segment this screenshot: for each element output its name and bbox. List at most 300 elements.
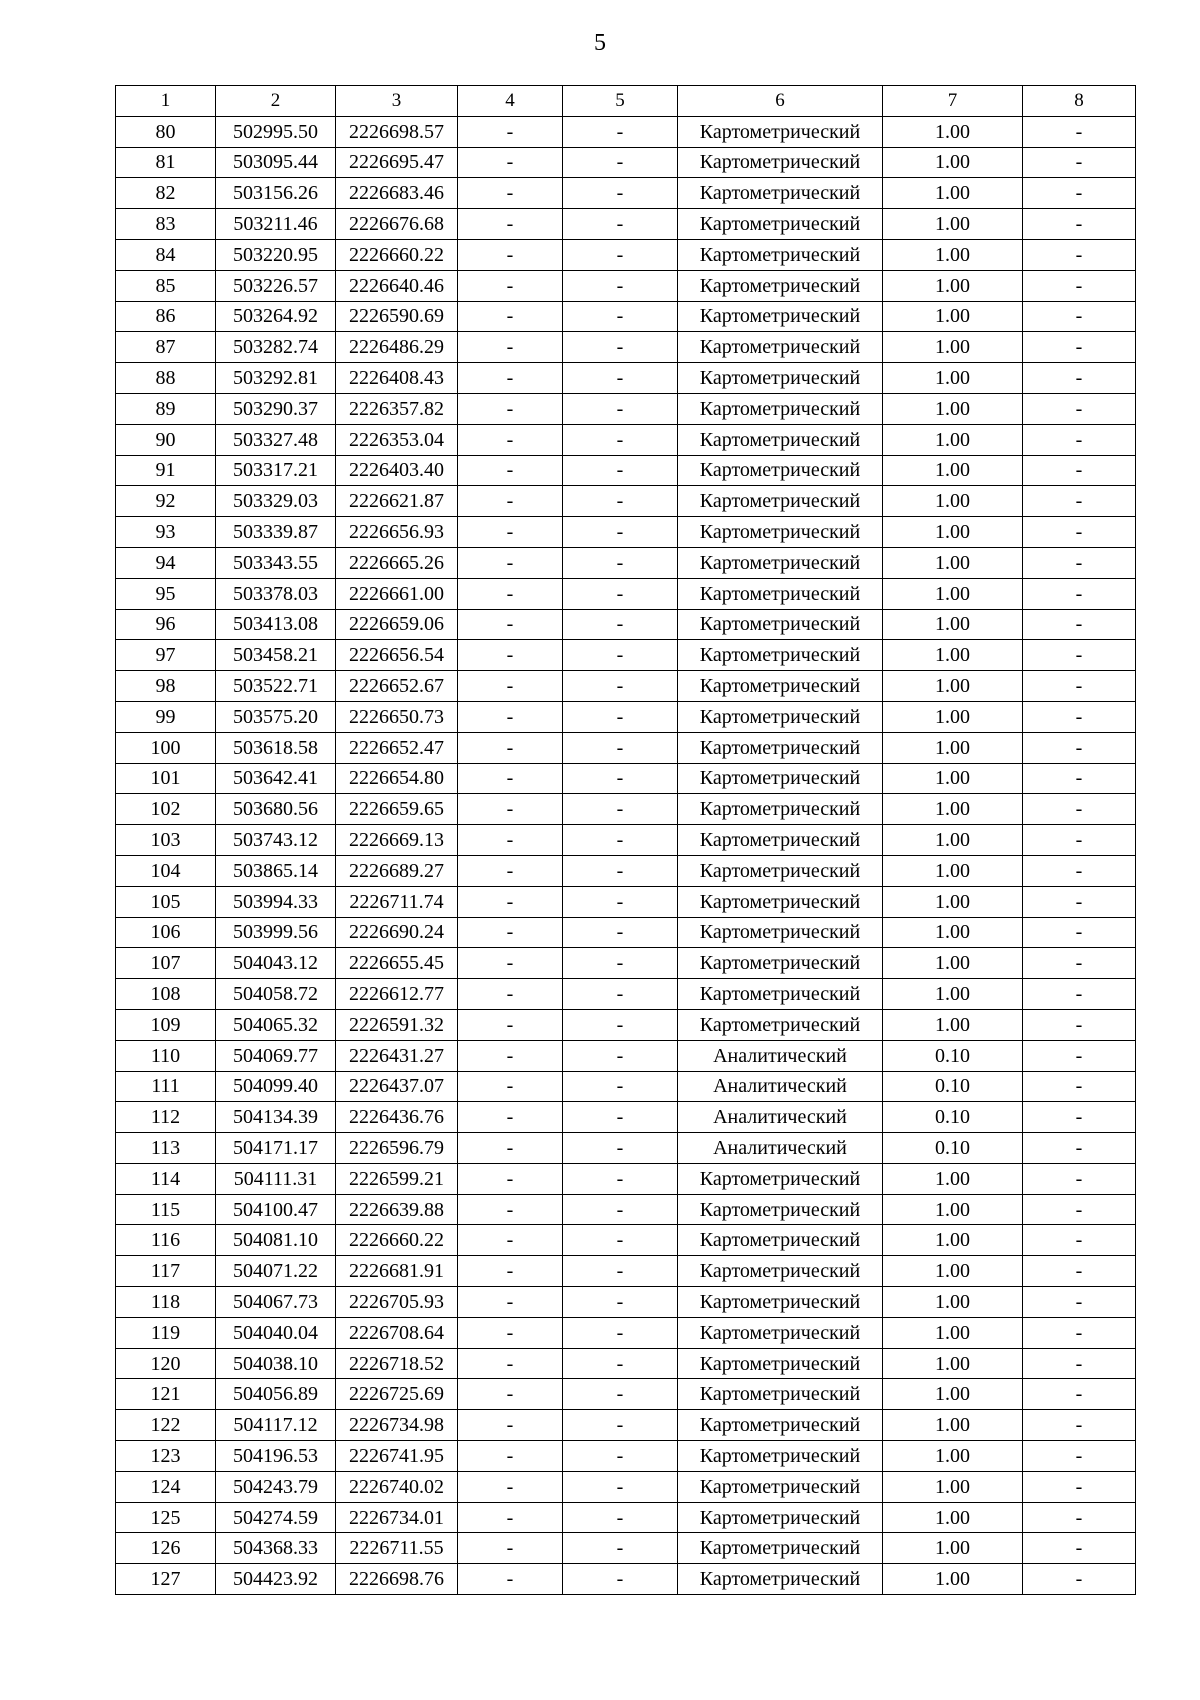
cell-y-coordinate: 2226681.91 <box>336 1256 458 1287</box>
column-header-6: 6 <box>678 86 883 117</box>
cell-col-4: - <box>458 332 563 363</box>
table-row <box>116 147 1136 178</box>
cell-accuracy: 1.00 <box>883 1502 1023 1533</box>
cell-col-4: - <box>458 178 563 209</box>
table-row <box>116 671 1136 702</box>
cell-col-8: - <box>1023 1102 1136 1133</box>
cell-col-5: - <box>563 578 678 609</box>
cell-col-8: - <box>1023 609 1136 640</box>
cell-accuracy: 1.00 <box>883 301 1023 332</box>
cell-point-number: 114 <box>116 1163 216 1194</box>
cell-x-coordinate: 503680.56 <box>216 794 336 825</box>
table-row <box>116 609 1136 640</box>
cell-y-coordinate: 2226655.45 <box>336 948 458 979</box>
cell-y-coordinate: 2226683.46 <box>336 178 458 209</box>
cell-point-number: 87 <box>116 332 216 363</box>
cell-point-number: 91 <box>116 455 216 486</box>
cell-col-4: - <box>458 1287 563 1318</box>
table-row <box>116 393 1136 424</box>
cell-accuracy: 1.00 <box>883 1410 1023 1441</box>
cell-method: Картометрический <box>678 855 883 886</box>
cell-col-8: - <box>1023 517 1136 548</box>
cell-x-coordinate: 502995.50 <box>216 116 336 147</box>
cell-point-number: 109 <box>116 1009 216 1040</box>
cell-method: Картометрический <box>678 1317 883 1348</box>
cell-col-4: - <box>458 732 563 763</box>
table-row <box>116 1133 1136 1164</box>
cell-method: Картометрический <box>678 270 883 301</box>
cell-col-5: - <box>563 640 678 671</box>
coordinates-table <box>115 85 1136 1595</box>
table-row <box>116 732 1136 763</box>
cell-y-coordinate: 2226357.82 <box>336 393 458 424</box>
cell-col-8: - <box>1023 979 1136 1010</box>
cell-col-4: - <box>458 886 563 917</box>
cell-y-coordinate: 2226708.64 <box>336 1317 458 1348</box>
page-number: 5 <box>594 30 606 56</box>
cell-point-number: 82 <box>116 178 216 209</box>
cell-method: Картометрический <box>678 917 883 948</box>
table-row <box>116 178 1136 209</box>
cell-col-8: - <box>1023 455 1136 486</box>
cell-accuracy: 1.00 <box>883 917 1023 948</box>
cell-accuracy: 1.00 <box>883 886 1023 917</box>
cell-col-8: - <box>1023 116 1136 147</box>
cell-method: Картометрический <box>678 486 883 517</box>
column-header-1: 1 <box>116 86 216 117</box>
table-row <box>116 424 1136 455</box>
cell-col-5: - <box>563 1225 678 1256</box>
cell-y-coordinate: 2226599.21 <box>336 1163 458 1194</box>
cell-x-coordinate: 504423.92 <box>216 1564 336 1595</box>
cell-x-coordinate: 503292.81 <box>216 363 336 394</box>
cell-x-coordinate: 504243.79 <box>216 1471 336 1502</box>
cell-x-coordinate: 503327.48 <box>216 424 336 455</box>
cell-point-number: 97 <box>116 640 216 671</box>
cell-x-coordinate: 503317.21 <box>216 455 336 486</box>
cell-col-4: - <box>458 671 563 702</box>
cell-method: Картометрический <box>678 1564 883 1595</box>
cell-y-coordinate: 2226437.07 <box>336 1071 458 1102</box>
cell-col-5: - <box>563 825 678 856</box>
cell-method: Картометрический <box>678 825 883 856</box>
cell-col-8: - <box>1023 1410 1136 1441</box>
cell-point-number: 117 <box>116 1256 216 1287</box>
cell-point-number: 81 <box>116 147 216 178</box>
cell-method: Картометрический <box>678 948 883 979</box>
cell-method: Картометрический <box>678 1225 883 1256</box>
cell-col-8: - <box>1023 886 1136 917</box>
cell-point-number: 104 <box>116 855 216 886</box>
cell-x-coordinate: 504134.39 <box>216 1102 336 1133</box>
cell-method: Аналитический <box>678 1133 883 1164</box>
cell-col-5: - <box>563 794 678 825</box>
cell-accuracy: 1.00 <box>883 178 1023 209</box>
cell-method: Картометрический <box>678 1009 883 1040</box>
table-row <box>116 979 1136 1010</box>
cell-col-5: - <box>563 209 678 240</box>
cell-y-coordinate: 2226718.52 <box>336 1348 458 1379</box>
cell-col-8: - <box>1023 332 1136 363</box>
cell-col-4: - <box>458 701 563 732</box>
table-row <box>116 239 1136 270</box>
cell-x-coordinate: 504056.89 <box>216 1379 336 1410</box>
cell-point-number: 118 <box>116 1287 216 1318</box>
cell-point-number: 93 <box>116 517 216 548</box>
cell-method: Картометрический <box>678 1163 883 1194</box>
cell-x-coordinate: 503413.08 <box>216 609 336 640</box>
cell-accuracy: 1.00 <box>883 1317 1023 1348</box>
cell-col-4: - <box>458 1533 563 1564</box>
table-row <box>116 794 1136 825</box>
cell-col-4: - <box>458 424 563 455</box>
cell-col-8: - <box>1023 1071 1136 1102</box>
cell-method: Картометрический <box>678 332 883 363</box>
cell-x-coordinate: 503211.46 <box>216 209 336 240</box>
cell-point-number: 122 <box>116 1410 216 1441</box>
cell-point-number: 103 <box>116 825 216 856</box>
cell-col-8: - <box>1023 701 1136 732</box>
cell-accuracy: 1.00 <box>883 147 1023 178</box>
cell-col-5: - <box>563 178 678 209</box>
table-row <box>116 455 1136 486</box>
cell-x-coordinate: 504065.32 <box>216 1009 336 1040</box>
cell-method: Картометрический <box>678 455 883 486</box>
cell-point-number: 83 <box>116 209 216 240</box>
cell-col-4: - <box>458 209 563 240</box>
table-row <box>116 1533 1136 1564</box>
cell-col-5: - <box>563 301 678 332</box>
cell-col-4: - <box>458 763 563 794</box>
cell-col-8: - <box>1023 178 1136 209</box>
table-row <box>116 363 1136 394</box>
cell-col-8: - <box>1023 948 1136 979</box>
cell-accuracy: 1.00 <box>883 116 1023 147</box>
cell-col-5: - <box>563 1502 678 1533</box>
cell-accuracy: 1.00 <box>883 363 1023 394</box>
cell-col-8: - <box>1023 763 1136 794</box>
cell-col-8: - <box>1023 640 1136 671</box>
cell-col-8: - <box>1023 732 1136 763</box>
cell-point-number: 85 <box>116 270 216 301</box>
cell-col-8: - <box>1023 1379 1136 1410</box>
cell-col-4: - <box>458 270 563 301</box>
cell-point-number: 92 <box>116 486 216 517</box>
cell-y-coordinate: 2226725.69 <box>336 1379 458 1410</box>
cell-col-8: - <box>1023 1533 1136 1564</box>
cell-y-coordinate: 2226734.01 <box>336 1502 458 1533</box>
cell-accuracy: 0.10 <box>883 1071 1023 1102</box>
cell-col-5: - <box>563 732 678 763</box>
cell-method: Аналитический <box>678 1102 883 1133</box>
cell-accuracy: 1.00 <box>883 486 1023 517</box>
cell-col-5: - <box>563 886 678 917</box>
table-row <box>116 209 1136 240</box>
column-header-7: 7 <box>883 86 1023 117</box>
cell-point-number: 105 <box>116 886 216 917</box>
cell-x-coordinate: 504040.04 <box>216 1317 336 1348</box>
cell-x-coordinate: 504038.10 <box>216 1348 336 1379</box>
table-row <box>116 1256 1136 1287</box>
cell-col-8: - <box>1023 1348 1136 1379</box>
cell-x-coordinate: 504171.17 <box>216 1133 336 1164</box>
column-header-3: 3 <box>336 86 458 117</box>
cell-method: Картометрический <box>678 979 883 1010</box>
cell-method: Картометрический <box>678 1379 883 1410</box>
cell-accuracy: 1.00 <box>883 609 1023 640</box>
cell-y-coordinate: 2226698.57 <box>336 116 458 147</box>
cell-accuracy: 1.00 <box>883 701 1023 732</box>
cell-col-4: - <box>458 948 563 979</box>
cell-accuracy: 1.00 <box>883 640 1023 671</box>
cell-y-coordinate: 2226650.73 <box>336 701 458 732</box>
cell-col-8: - <box>1023 917 1136 948</box>
cell-y-coordinate: 2226652.67 <box>336 671 458 702</box>
cell-col-5: - <box>563 1040 678 1071</box>
table-row <box>116 1410 1136 1441</box>
cell-point-number: 107 <box>116 948 216 979</box>
cell-point-number: 80 <box>116 116 216 147</box>
cell-col-4: - <box>458 855 563 886</box>
cell-x-coordinate: 503458.21 <box>216 640 336 671</box>
cell-y-coordinate: 2226596.79 <box>336 1133 458 1164</box>
cell-point-number: 121 <box>116 1379 216 1410</box>
cell-y-coordinate: 2226640.46 <box>336 270 458 301</box>
cell-col-5: - <box>563 363 678 394</box>
cell-x-coordinate: 504368.33 <box>216 1533 336 1564</box>
cell-col-5: - <box>563 424 678 455</box>
table-row <box>116 517 1136 548</box>
cell-col-5: - <box>563 270 678 301</box>
cell-col-8: - <box>1023 393 1136 424</box>
cell-col-5: - <box>563 609 678 640</box>
cell-method: Картометрический <box>678 763 883 794</box>
cell-y-coordinate: 2226656.54 <box>336 640 458 671</box>
cell-method: Картометрический <box>678 517 883 548</box>
cell-accuracy: 1.00 <box>883 270 1023 301</box>
cell-y-coordinate: 2226612.77 <box>336 979 458 1010</box>
cell-point-number: 127 <box>116 1564 216 1595</box>
cell-x-coordinate: 504058.72 <box>216 979 336 1010</box>
cell-y-coordinate: 2226590.69 <box>336 301 458 332</box>
cell-col-5: - <box>563 1133 678 1164</box>
cell-col-5: - <box>563 1533 678 1564</box>
table-row <box>116 578 1136 609</box>
table-row <box>116 1225 1136 1256</box>
cell-col-4: - <box>458 609 563 640</box>
cell-point-number: 94 <box>116 547 216 578</box>
cell-col-4: - <box>458 1379 563 1410</box>
cell-point-number: 99 <box>116 701 216 732</box>
cell-col-5: - <box>563 1564 678 1595</box>
column-header-8: 8 <box>1023 86 1136 117</box>
cell-x-coordinate: 504071.22 <box>216 1256 336 1287</box>
cell-col-4: - <box>458 1133 563 1164</box>
cell-col-5: - <box>563 1410 678 1441</box>
cell-col-4: - <box>458 825 563 856</box>
cell-col-4: - <box>458 640 563 671</box>
cell-x-coordinate: 504100.47 <box>216 1194 336 1225</box>
table-row <box>116 486 1136 517</box>
cell-accuracy: 1.00 <box>883 763 1023 794</box>
cell-col-5: - <box>563 332 678 363</box>
cell-point-number: 110 <box>116 1040 216 1071</box>
cell-accuracy: 0.10 <box>883 1133 1023 1164</box>
cell-y-coordinate: 2226741.95 <box>336 1441 458 1472</box>
cell-col-8: - <box>1023 1564 1136 1595</box>
table-row <box>116 1502 1136 1533</box>
cell-col-4: - <box>458 393 563 424</box>
cell-accuracy: 1.00 <box>883 979 1023 1010</box>
cell-accuracy: 1.00 <box>883 239 1023 270</box>
cell-y-coordinate: 2226734.98 <box>336 1410 458 1441</box>
cell-col-8: - <box>1023 1287 1136 1318</box>
cell-accuracy: 0.10 <box>883 1102 1023 1133</box>
column-header-2: 2 <box>216 86 336 117</box>
cell-x-coordinate: 503343.55 <box>216 547 336 578</box>
cell-y-coordinate: 2226659.65 <box>336 794 458 825</box>
cell-accuracy: 1.00 <box>883 948 1023 979</box>
cell-col-8: - <box>1023 270 1136 301</box>
table-body <box>116 86 1136 1595</box>
cell-x-coordinate: 504081.10 <box>216 1225 336 1256</box>
cell-point-number: 100 <box>116 732 216 763</box>
cell-method: Картометрический <box>678 1502 883 1533</box>
cell-col-4: - <box>458 1163 563 1194</box>
cell-accuracy: 1.00 <box>883 825 1023 856</box>
cell-x-coordinate: 503378.03 <box>216 578 336 609</box>
cell-y-coordinate: 2226669.13 <box>336 825 458 856</box>
cell-col-5: - <box>563 393 678 424</box>
table-row <box>116 301 1136 332</box>
table-row <box>116 116 1136 147</box>
cell-x-coordinate: 503618.58 <box>216 732 336 763</box>
cell-accuracy: 1.00 <box>883 1533 1023 1564</box>
cell-col-5: - <box>563 1102 678 1133</box>
cell-y-coordinate: 2226659.06 <box>336 609 458 640</box>
cell-accuracy: 1.00 <box>883 1471 1023 1502</box>
cell-col-5: - <box>563 763 678 794</box>
cell-method: Картометрический <box>678 609 883 640</box>
cell-point-number: 113 <box>116 1133 216 1164</box>
cell-y-coordinate: 2226431.27 <box>336 1040 458 1071</box>
cell-col-5: - <box>563 979 678 1010</box>
cell-method: Картометрический <box>678 1441 883 1472</box>
cell-accuracy: 1.00 <box>883 732 1023 763</box>
cell-x-coordinate: 503575.20 <box>216 701 336 732</box>
cell-x-coordinate: 503282.74 <box>216 332 336 363</box>
cell-point-number: 90 <box>116 424 216 455</box>
cell-x-coordinate: 504069.77 <box>216 1040 336 1071</box>
cell-col-8: - <box>1023 1194 1136 1225</box>
cell-col-8: - <box>1023 547 1136 578</box>
cell-x-coordinate: 503642.41 <box>216 763 336 794</box>
cell-point-number: 119 <box>116 1317 216 1348</box>
cell-col-4: - <box>458 301 563 332</box>
cell-col-8: - <box>1023 1163 1136 1194</box>
cell-x-coordinate: 503999.56 <box>216 917 336 948</box>
cell-y-coordinate: 2226639.88 <box>336 1194 458 1225</box>
cell-col-8: - <box>1023 855 1136 886</box>
cell-y-coordinate: 2226652.47 <box>336 732 458 763</box>
cell-col-4: - <box>458 116 563 147</box>
cell-point-number: 112 <box>116 1102 216 1133</box>
cell-accuracy: 1.00 <box>883 1225 1023 1256</box>
cell-point-number: 111 <box>116 1071 216 1102</box>
cell-col-4: - <box>458 147 563 178</box>
cell-accuracy: 1.00 <box>883 517 1023 548</box>
table-row <box>116 1564 1136 1595</box>
cell-col-4: - <box>458 1410 563 1441</box>
cell-col-8: - <box>1023 239 1136 270</box>
cell-point-number: 95 <box>116 578 216 609</box>
cell-col-8: - <box>1023 1441 1136 1472</box>
cell-x-coordinate: 503226.57 <box>216 270 336 301</box>
cell-col-5: - <box>563 1287 678 1318</box>
cell-point-number: 116 <box>116 1225 216 1256</box>
table-row <box>116 332 1136 363</box>
cell-x-coordinate: 504067.73 <box>216 1287 336 1318</box>
cell-col-5: - <box>563 1348 678 1379</box>
cell-accuracy: 1.00 <box>883 1194 1023 1225</box>
cell-accuracy: 1.00 <box>883 547 1023 578</box>
table-row <box>116 917 1136 948</box>
cell-col-4: - <box>458 1471 563 1502</box>
cell-col-4: - <box>458 1256 563 1287</box>
cell-method: Картометрический <box>678 116 883 147</box>
cell-accuracy: 1.00 <box>883 1441 1023 1472</box>
cell-accuracy: 1.00 <box>883 1256 1023 1287</box>
cell-col-4: - <box>458 239 563 270</box>
table-row <box>116 1287 1136 1318</box>
table-row <box>116 1040 1136 1071</box>
cell-method: Картометрический <box>678 578 883 609</box>
cell-method: Картометрический <box>678 301 883 332</box>
cell-accuracy: 1.00 <box>883 1379 1023 1410</box>
cell-method: Картометрический <box>678 209 883 240</box>
cell-col-4: - <box>458 1317 563 1348</box>
cell-x-coordinate: 503290.37 <box>216 393 336 424</box>
cell-method: Картометрический <box>678 393 883 424</box>
cell-col-8: - <box>1023 363 1136 394</box>
cell-col-4: - <box>458 578 563 609</box>
cell-method: Картометрический <box>678 1348 883 1379</box>
table-row <box>116 1379 1136 1410</box>
cell-col-5: - <box>563 455 678 486</box>
cell-accuracy: 1.00 <box>883 794 1023 825</box>
cell-method: Картометрический <box>678 1287 883 1318</box>
cell-accuracy: 1.00 <box>883 1287 1023 1318</box>
cell-col-4: - <box>458 1348 563 1379</box>
cell-col-4: - <box>458 1102 563 1133</box>
cell-col-5: - <box>563 1441 678 1472</box>
cell-accuracy: 1.00 <box>883 1009 1023 1040</box>
cell-y-coordinate: 2226656.93 <box>336 517 458 548</box>
cell-method: Картометрический <box>678 1410 883 1441</box>
cell-col-4: - <box>458 363 563 394</box>
cell-y-coordinate: 2226661.00 <box>336 578 458 609</box>
column-header-5: 5 <box>563 86 678 117</box>
cell-col-8: - <box>1023 1256 1136 1287</box>
cell-col-5: - <box>563 1009 678 1040</box>
cell-y-coordinate: 2226690.24 <box>336 917 458 948</box>
cell-x-coordinate: 503994.33 <box>216 886 336 917</box>
cell-accuracy: 1.00 <box>883 209 1023 240</box>
cell-col-5: - <box>563 1317 678 1348</box>
cell-col-4: - <box>458 547 563 578</box>
cell-x-coordinate: 503522.71 <box>216 671 336 702</box>
cell-y-coordinate: 2226660.22 <box>336 239 458 270</box>
